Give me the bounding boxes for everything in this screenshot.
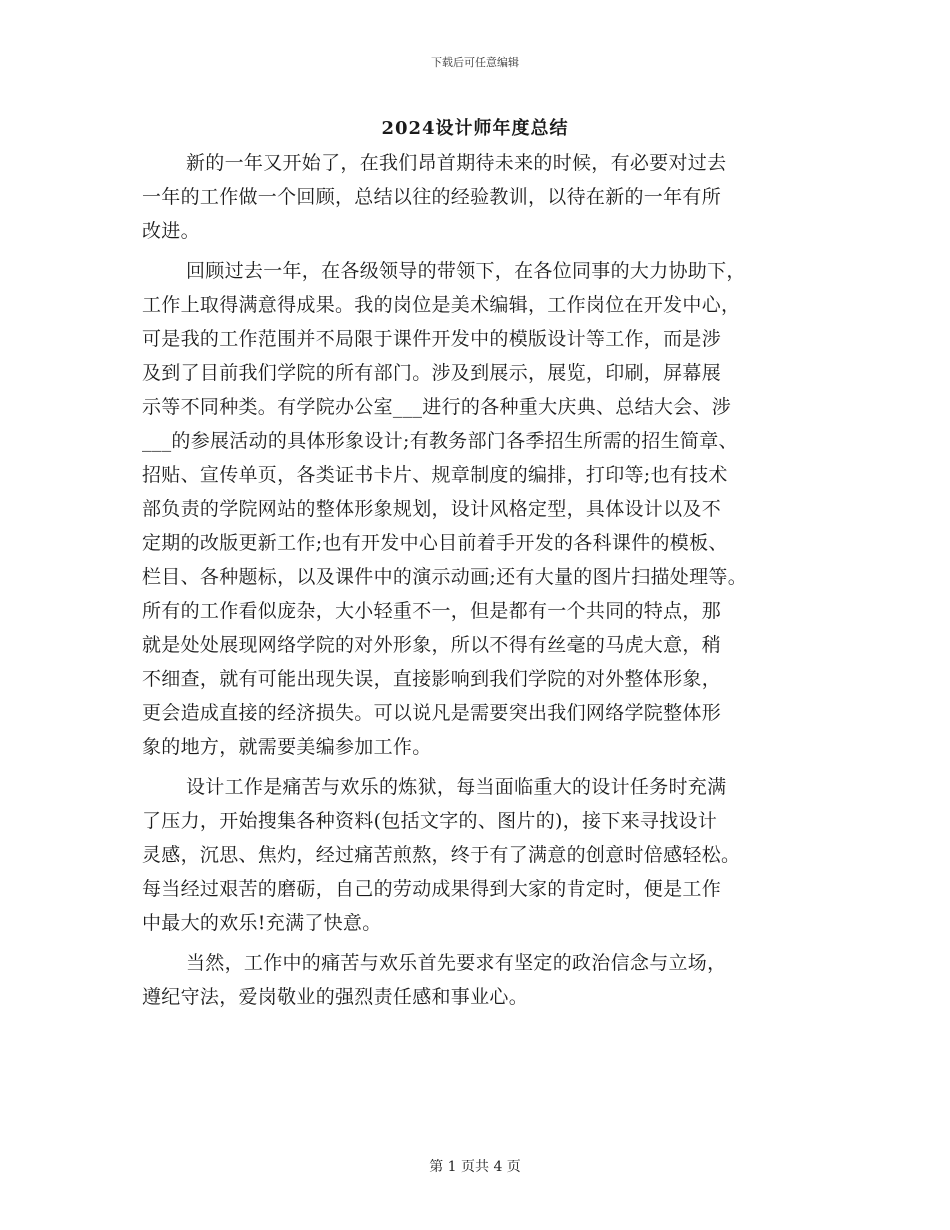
- text-line: 定期的改版更新工作;也有开发中心目前着手开发的各科课件的模板、: [142, 532, 728, 554]
- text-line: 灵感，沉思、焦灼，经过痛苦煎熬，终于有了满意的创意时倍感轻松。: [142, 844, 741, 866]
- text-line: 示等不同种类。有学院办公室___进行的各种重大庆典、总结大会、涉: [142, 396, 732, 418]
- text-line: 中最大的欢乐!充满了快意。: [142, 912, 382, 934]
- text-line: 及到了目前我们学院的所有部门。涉及到展示，展览，印刷，屏幕展: [142, 362, 722, 384]
- text-line: 设计工作是痛苦与欢乐的炼狱，每当面临重大的设计任务时充满: [186, 776, 727, 798]
- paragraph-3: [142, 770, 842, 940]
- page-number: 第 1 页共 4 页: [429, 1159, 521, 1175]
- text-line: 新的一年又开始了，在我们昂首期待未来的时候，有必要对过去: [186, 152, 727, 174]
- text-line: 遵纪守法，爱岗敬业的强烈责任感和事业心。: [142, 986, 529, 1008]
- text-line: 回顾过去一年，在各级领导的带领下，在各位同事的大力协助下，: [186, 260, 746, 282]
- text-line: 就是处处展现网络学院的对外形象，所以不得有丝毫的马虎大意，稍: [142, 634, 722, 656]
- paragraph-4: [142, 946, 842, 1014]
- text-line: 部负责的学院网站的整体形象规划，设计风格定型，具体设计以及不: [142, 498, 722, 520]
- text-line: 更会造成直接的经济损失。可以说凡是需要突出我们网络学院整体形: [142, 702, 722, 724]
- document-title: 2024设计师年度总结: [381, 118, 569, 139]
- text-line: 每当经过艰苦的磨砺，自己的劳动成果得到大家的肯定时，便是工作: [142, 878, 722, 900]
- text-line: 不细查，就有可能出现失误，直接影响到我们学院的对外整体形象，: [142, 668, 722, 690]
- header-note: 下载后可任意编辑: [431, 56, 519, 69]
- text-line: 可是我的工作范围并不局限于课件开发中的模版设计等工作，而是涉: [142, 328, 722, 350]
- text-line: 栏目、各种题标，以及课件中的演示动画;还有大量的图片扫描处理等。: [142, 566, 748, 588]
- text-line: 象的地方，就需要美编参加工作。: [142, 736, 432, 758]
- paragraph-1: [142, 146, 842, 248]
- text-line: 了压力，开始搜集各种资料(包括文字的、图片的)，接下来寻找设计: [142, 810, 718, 832]
- text-line: 工作上取得满意得成果。我的岗位是美术编辑，工作岗位在开发中心，: [142, 294, 741, 316]
- text-line: 所有的工作看似庞杂，大小轻重不一，但是都有一个共同的特点，那: [142, 600, 722, 622]
- document-body: [142, 146, 842, 1020]
- text-line: 一年的工作做一个回顾，总结以往的经验教训，以待在新的一年有所: [142, 186, 722, 208]
- text-line: 改进。: [142, 220, 200, 242]
- text-line: ___的参展活动的具体形象设计;有教务部门各季招生所需的招生简章、: [142, 430, 738, 452]
- text-line: 当然，工作中的痛苦与欢乐首先要求有坚定的政治信念与立场，: [186, 952, 727, 974]
- text-line: 招贴、宣传单页，各类证书卡片、规章制度的编排，打印等;也有技术: [142, 464, 728, 486]
- paragraph-2: [142, 254, 842, 764]
